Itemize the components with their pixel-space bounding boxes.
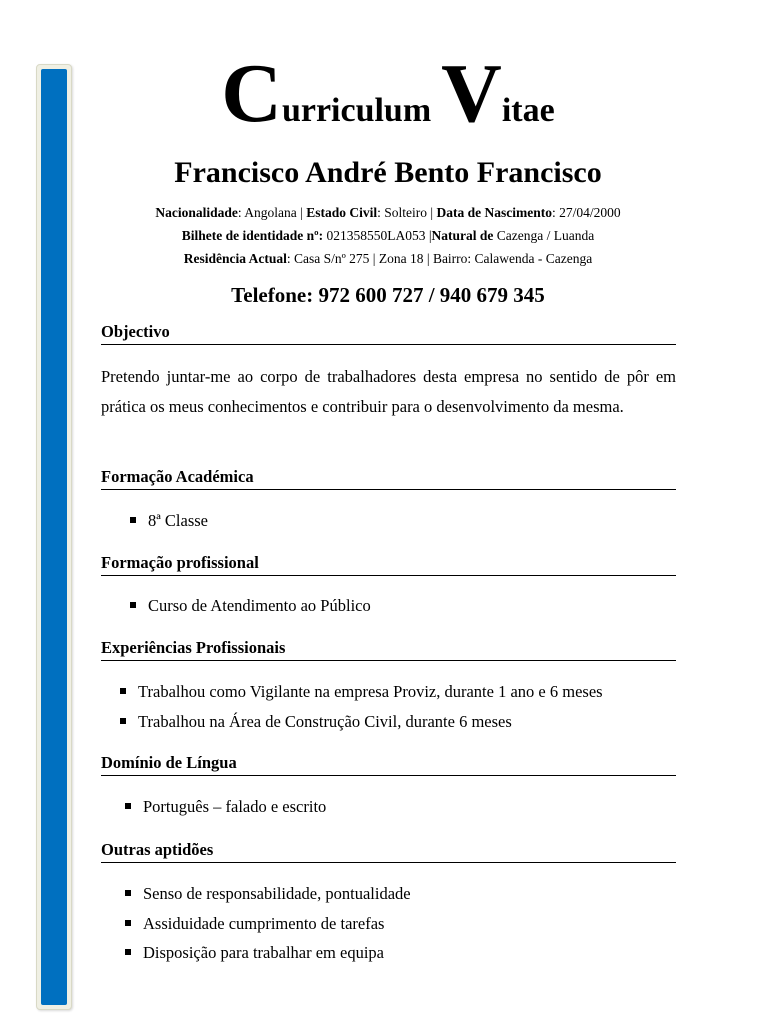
list-item-text: Assiduidade cumprimento de tarefas	[143, 913, 385, 933]
residencia-label: Residência Actual	[183, 251, 287, 266]
list-item	[125, 792, 326, 822]
section-title-objectivo: Objectivo	[101, 322, 676, 345]
section-outras-aptidoes	[101, 840, 676, 863]
estado-civil-label: Estado Civil	[306, 205, 378, 220]
objectivo-text: Pretendo juntar-me ao corpo de trabalhadores desta empresa no sentido de pôr em prática os meus conhecimentos e contribuir para o desenvolvimento da mesma.	[101, 367, 676, 416]
section-dominio-lingua	[101, 753, 676, 776]
bullet-icon	[130, 602, 136, 608]
section-title-experiencias: Experiências Profissionais	[101, 638, 676, 661]
section-objectivo	[101, 322, 676, 345]
natural-label: Natural de	[431, 228, 494, 243]
section-title-outras-aptidoes: Outras aptidões	[101, 840, 676, 863]
list-item	[120, 707, 603, 737]
nacionalidade-label: Nacionalidade	[155, 205, 238, 220]
nacionalidade-value: : Angolana |	[237, 205, 307, 220]
list-item-text: Trabalhou na Área de Construção Civil, durante 6 meses	[138, 711, 512, 731]
list-item-text: 8ª Classe	[148, 511, 209, 530]
list-item	[130, 506, 208, 536]
bullet-icon	[125, 890, 131, 896]
list-item-text: Curso de Atendimento ao Público	[148, 596, 371, 615]
title-initial-c: C	[221, 47, 282, 140]
info-line-1	[0, 205, 768, 221]
info-line-2	[0, 228, 768, 244]
info-line-3	[0, 251, 768, 267]
bullet-icon	[125, 803, 131, 809]
bullet-icon	[125, 949, 131, 955]
dominio-lingua-list	[125, 792, 326, 822]
data-nascimento-value: : 27/04/2000	[551, 205, 621, 220]
natural-value: Cazenga / Luanda	[493, 228, 595, 243]
title-word-urriculum: urriculum	[281, 92, 432, 129]
section-formacao-academica	[101, 467, 676, 490]
list-item	[125, 879, 411, 909]
bullet-icon	[125, 920, 131, 926]
section-title-formacao-academica: Formação Académica	[101, 467, 676, 490]
formacao-academica-list	[130, 506, 208, 536]
residencia-value: : Casa S/nº 275 | Zona 18 | Bairro: Calawenda - Cazenga	[286, 251, 593, 266]
outras-aptidoes-list	[125, 879, 411, 968]
section-experiencias	[101, 638, 676, 661]
data-nascimento-label: Data de Nascimento	[436, 205, 552, 220]
estado-civil-value: : Solteiro |	[377, 205, 437, 220]
list-item	[130, 591, 371, 621]
bilhete-label: Bilhete de identidade nº:	[181, 228, 324, 243]
section-formacao-profissional	[101, 553, 676, 576]
list-item	[120, 677, 603, 707]
section-title-dominio-lingua: Domínio de Língua	[101, 753, 676, 776]
bilhete-value: 021358550LA053 |	[323, 228, 432, 243]
bullet-icon	[130, 517, 136, 523]
experiencias-list	[120, 677, 603, 736]
candidate-name: Francisco André Bento Francisco	[174, 156, 602, 189]
list-item-text: Trabalhou como Vigilante na empresa Proviz, durante 1 ano e 6 meses	[138, 682, 603, 701]
title-word-itae: itae	[501, 92, 555, 129]
list-item-text: Senso de responsabilidade, pontualidade	[143, 884, 411, 903]
phone-line: Telefone: 972 600 727 / 940 679 345	[231, 283, 545, 307]
bullet-icon	[120, 688, 126, 694]
bullet-icon	[120, 718, 126, 724]
list-item	[125, 938, 411, 968]
list-item-text: Português – falado e escrito	[143, 797, 327, 816]
title-initial-v: V	[441, 47, 502, 140]
formacao-profissional-list	[130, 591, 371, 621]
section-title-formacao-profissional: Formação profissional	[101, 553, 676, 576]
list-item	[125, 909, 411, 939]
document-title	[0, 47, 768, 140]
list-item-text: Disposição para trabalhar em equipa	[143, 943, 384, 962]
